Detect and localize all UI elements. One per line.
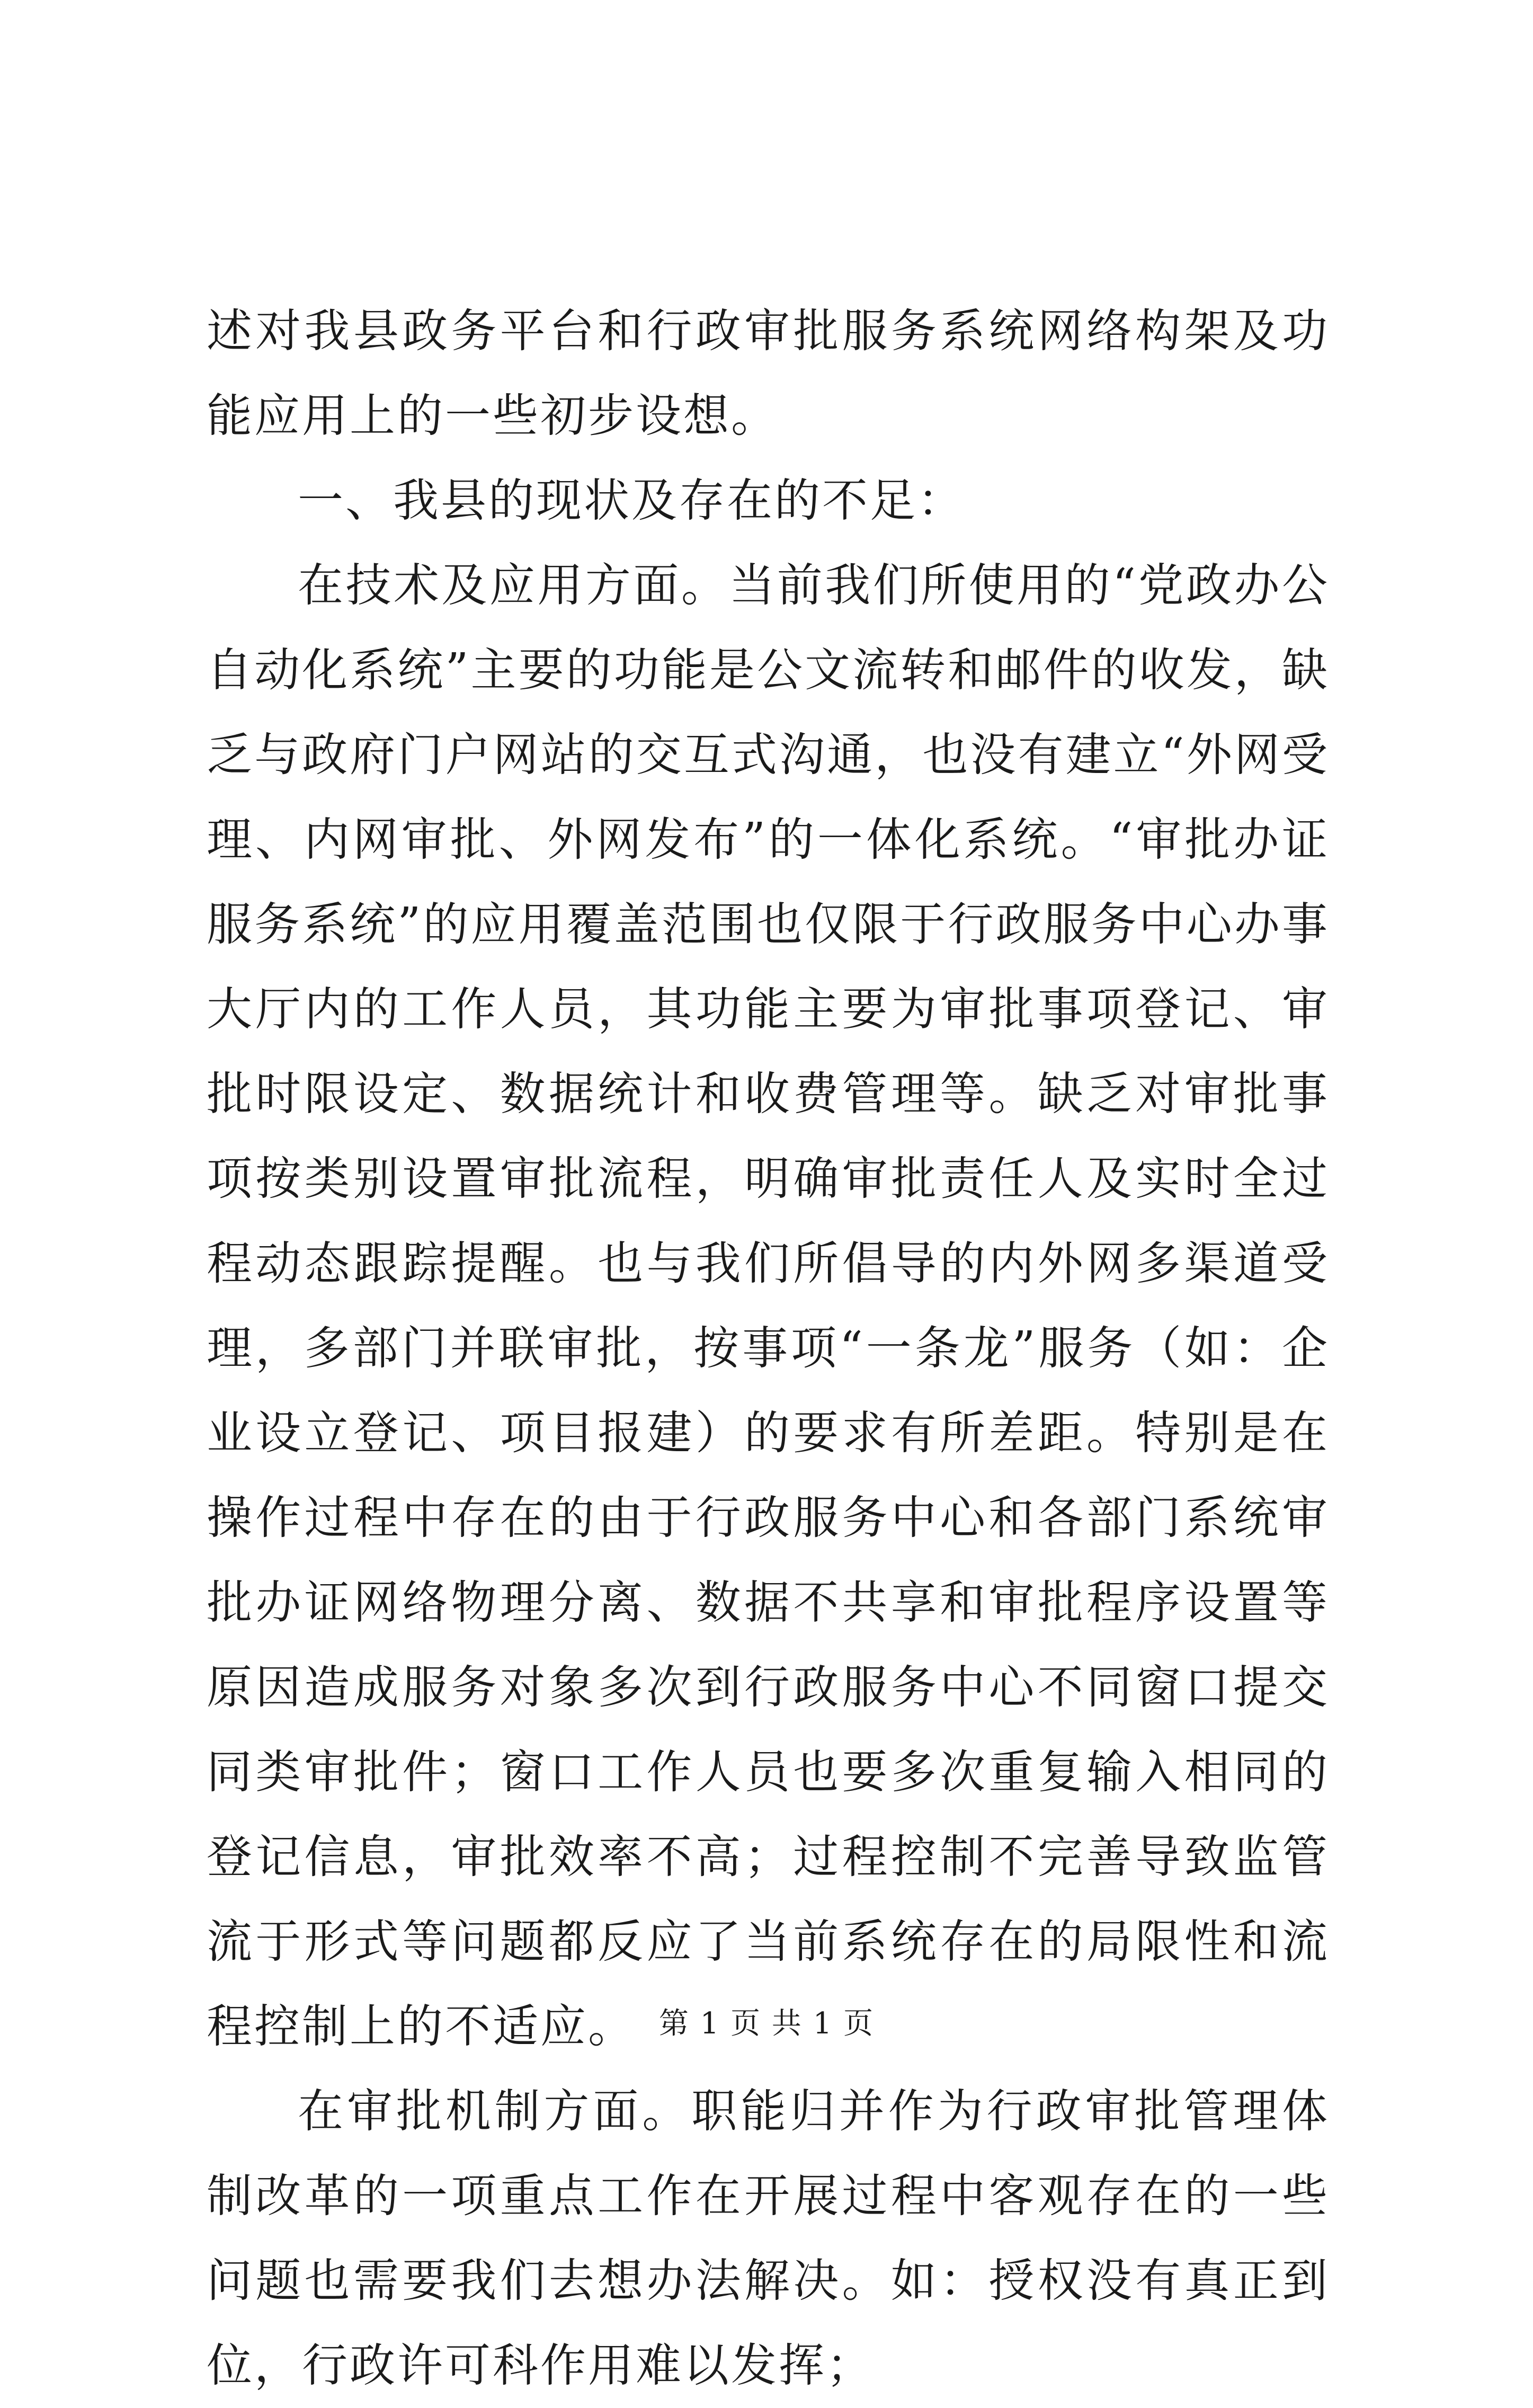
document-body (207, 289, 1330, 2408)
paragraph-approval-mechanism: 在审批机制方面。职能归并作为行政审批管理体制改革的一项重点工作在开展过程中客观存在的一些问题也需要我们去想办法解决。如：授权没有真正到位，行政许可科作用难以发挥； (207, 2085, 1330, 2392)
section-heading: 一、我县的现状及存在的不足： (298, 474, 965, 527)
paragraph-technology: 在技术及应用方面。当前我们所使用的“党政办公自动化系统”主要的功能是公文流转和邮件的收发，缺乏与政府门户网站的交互式沟通，也没有建立“外网受理、内网审批、外网发布”的一体化系统。“审批办证服务系统”的应用覆盖范围也仅限于行政服务中心办事大厅内的工作人员，其功能主要为审批事项登记、审批时限设定、数据统计和收费管理等。缺乏对审批事项按类别设置审批流程，明确审批责任人及实时全过程动态跟踪提醒。也与我们所倡导的内外网多渠道受理，多部门并联审批，按事项“一条龙”服务（如：企业设立登记、项目报建）的要求有所差距。特别是在操作过程中存在的由于行政服务中心和各部门系统审批办证网络物理分离、数据不共享和审批程序设置等原因造成服务对象多次到行政服务中心不同窗口提交同类审批件；窗口工作人员也要多次重复输入相同的登记信息，审批效率不高；过程控制不完善导致监管流于形式等问题都反应了当前系统存在的局限性和流程控制上的不适应。 (207, 559, 1330, 2053)
page-number-footer: 第 1 页 共 1 页 (658, 2006, 875, 2041)
paragraph-continuation: 述对我县政务平台和行政审批服务系统网络构架及功能应用上的一些初步设想。 (207, 305, 1330, 442)
